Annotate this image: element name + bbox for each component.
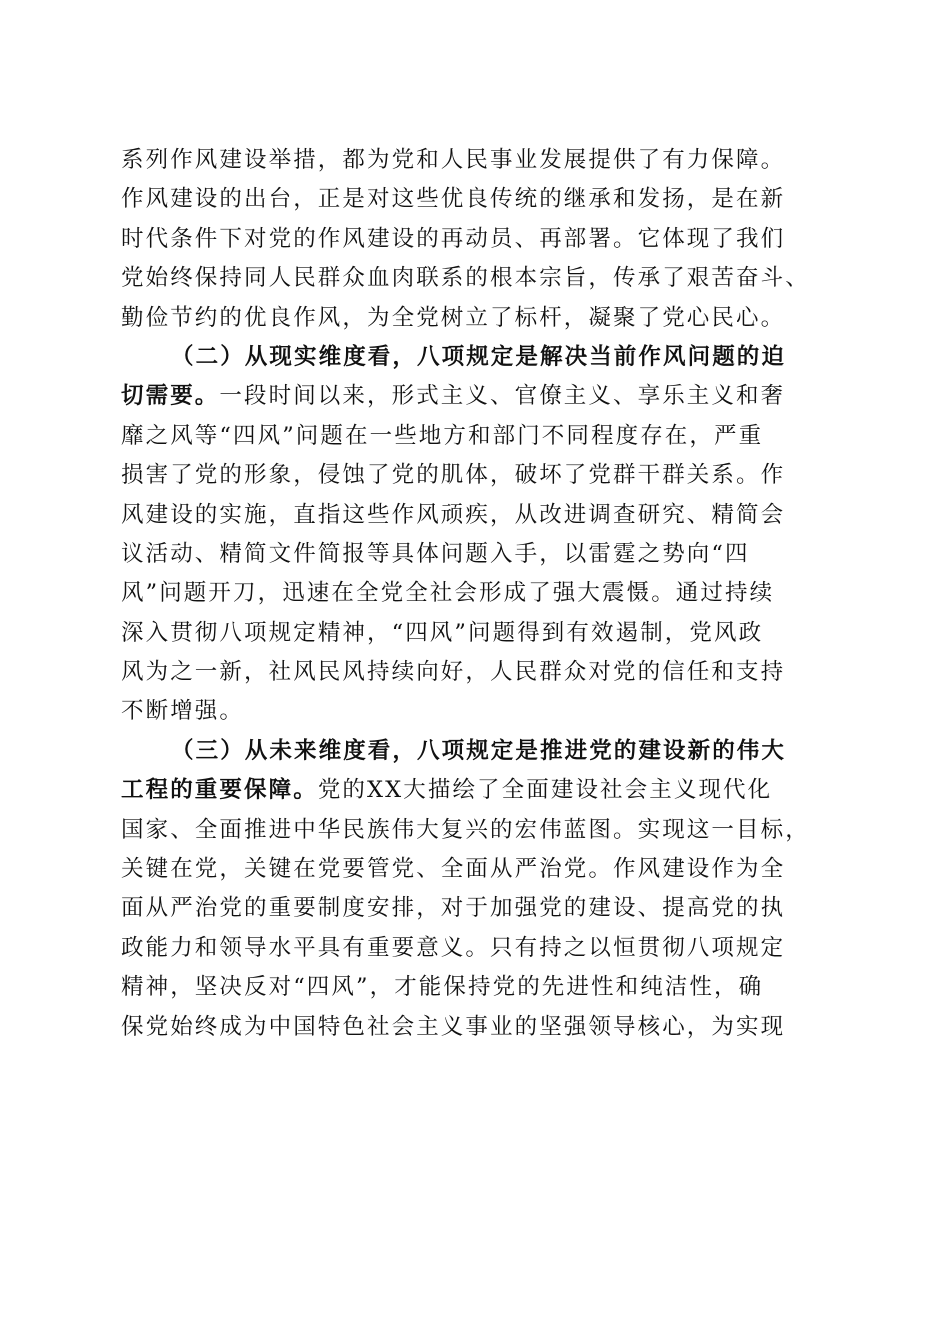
text-line: [121, 377, 831, 416]
document-body: [121, 141, 831, 1047]
text-line: 风”问题开刀，迅速在全党全社会形成了强大震慑。通过持续: [121, 580, 775, 607]
text-run: 党的XX大描绘了全面建设社会主义现代化: [317, 777, 773, 804]
text-line: 系列作风建设举措，都为党和人民事业发展提供了有力保障。: [121, 147, 786, 173]
text-line: 议活动、精简文件简报等具体问题入手，以雷霆之势向“四: [121, 540, 750, 567]
paragraph-1: [121, 141, 831, 338]
text-line: 精神，坚决反对“四风”，才能保持党的先进性和纯洁性，确: [121, 974, 764, 1001]
text-line: 风为之一新，社风民风持续向好，人民群众对党的信任和支持: [121, 659, 786, 686]
text-line: 靡之风等“四风”问题在一些地方和部门不同程度存在，严重: [121, 422, 764, 449]
text-line: [121, 338, 831, 377]
text-line: 不断增强。: [121, 698, 245, 725]
text-run: 一段时间以来，形式主义、官僚主义、享乐主义和奢: [219, 383, 786, 410]
section-heading: （二）从现实维度看，八项规定是解决当前作风问题的迫: [171, 343, 787, 370]
text-line: 关键在党，关键在党要管党、全面从严治党。作风建设作为全: [121, 856, 786, 883]
paragraph-2: [121, 338, 831, 732]
text-line: 深入贯彻八项规定精神，“四风”问题得到有效遏制，党风政: [121, 619, 764, 646]
text-line: 党始终保持同人民群众血肉联系的根本宗旨，传承了艰苦奋斗、: [121, 265, 810, 292]
section-heading: （三）从未来维度看，八项规定是推进党的建设新的伟大: [171, 737, 787, 764]
text-line: 政能力和领导水平具有重要意义。只有持之以恒贯彻八项规定: [121, 934, 786, 961]
text-line: 时代条件下对党的作风建设的再动员、再部署。它体现了我们: [121, 225, 786, 252]
text-line: [121, 732, 831, 771]
paragraph-3: [121, 732, 831, 1047]
text-line: 国家、全面推进中华民族伟大复兴的宏伟蓝图。实现这一目标，: [121, 816, 810, 843]
text-line: [121, 771, 831, 810]
text-line: 风建设的实施，直指这些作风顽疾，从改进调查研究、精简会: [121, 501, 786, 528]
section-heading-end: 切需要。: [121, 383, 220, 410]
text-line: 作风建设的出台，正是对这些优良传统的继承和发扬，是在新: [121, 186, 786, 213]
section-heading-end: 工程的重要保障。: [121, 777, 318, 804]
text-line: 保党始终成为中国特色社会主义事业的坚强领导核心，为实现: [121, 1013, 786, 1040]
text-line: 勤俭节约的优良作风，为全党树立了标杆，凝聚了党心民心。: [121, 304, 786, 331]
text-line: 面从严治党的重要制度安排，对于加强党的建设、提高党的执: [121, 895, 786, 922]
text-line: 损害了党的形象，侵蚀了党的肌体，破坏了党群干群关系。作: [121, 462, 786, 489]
